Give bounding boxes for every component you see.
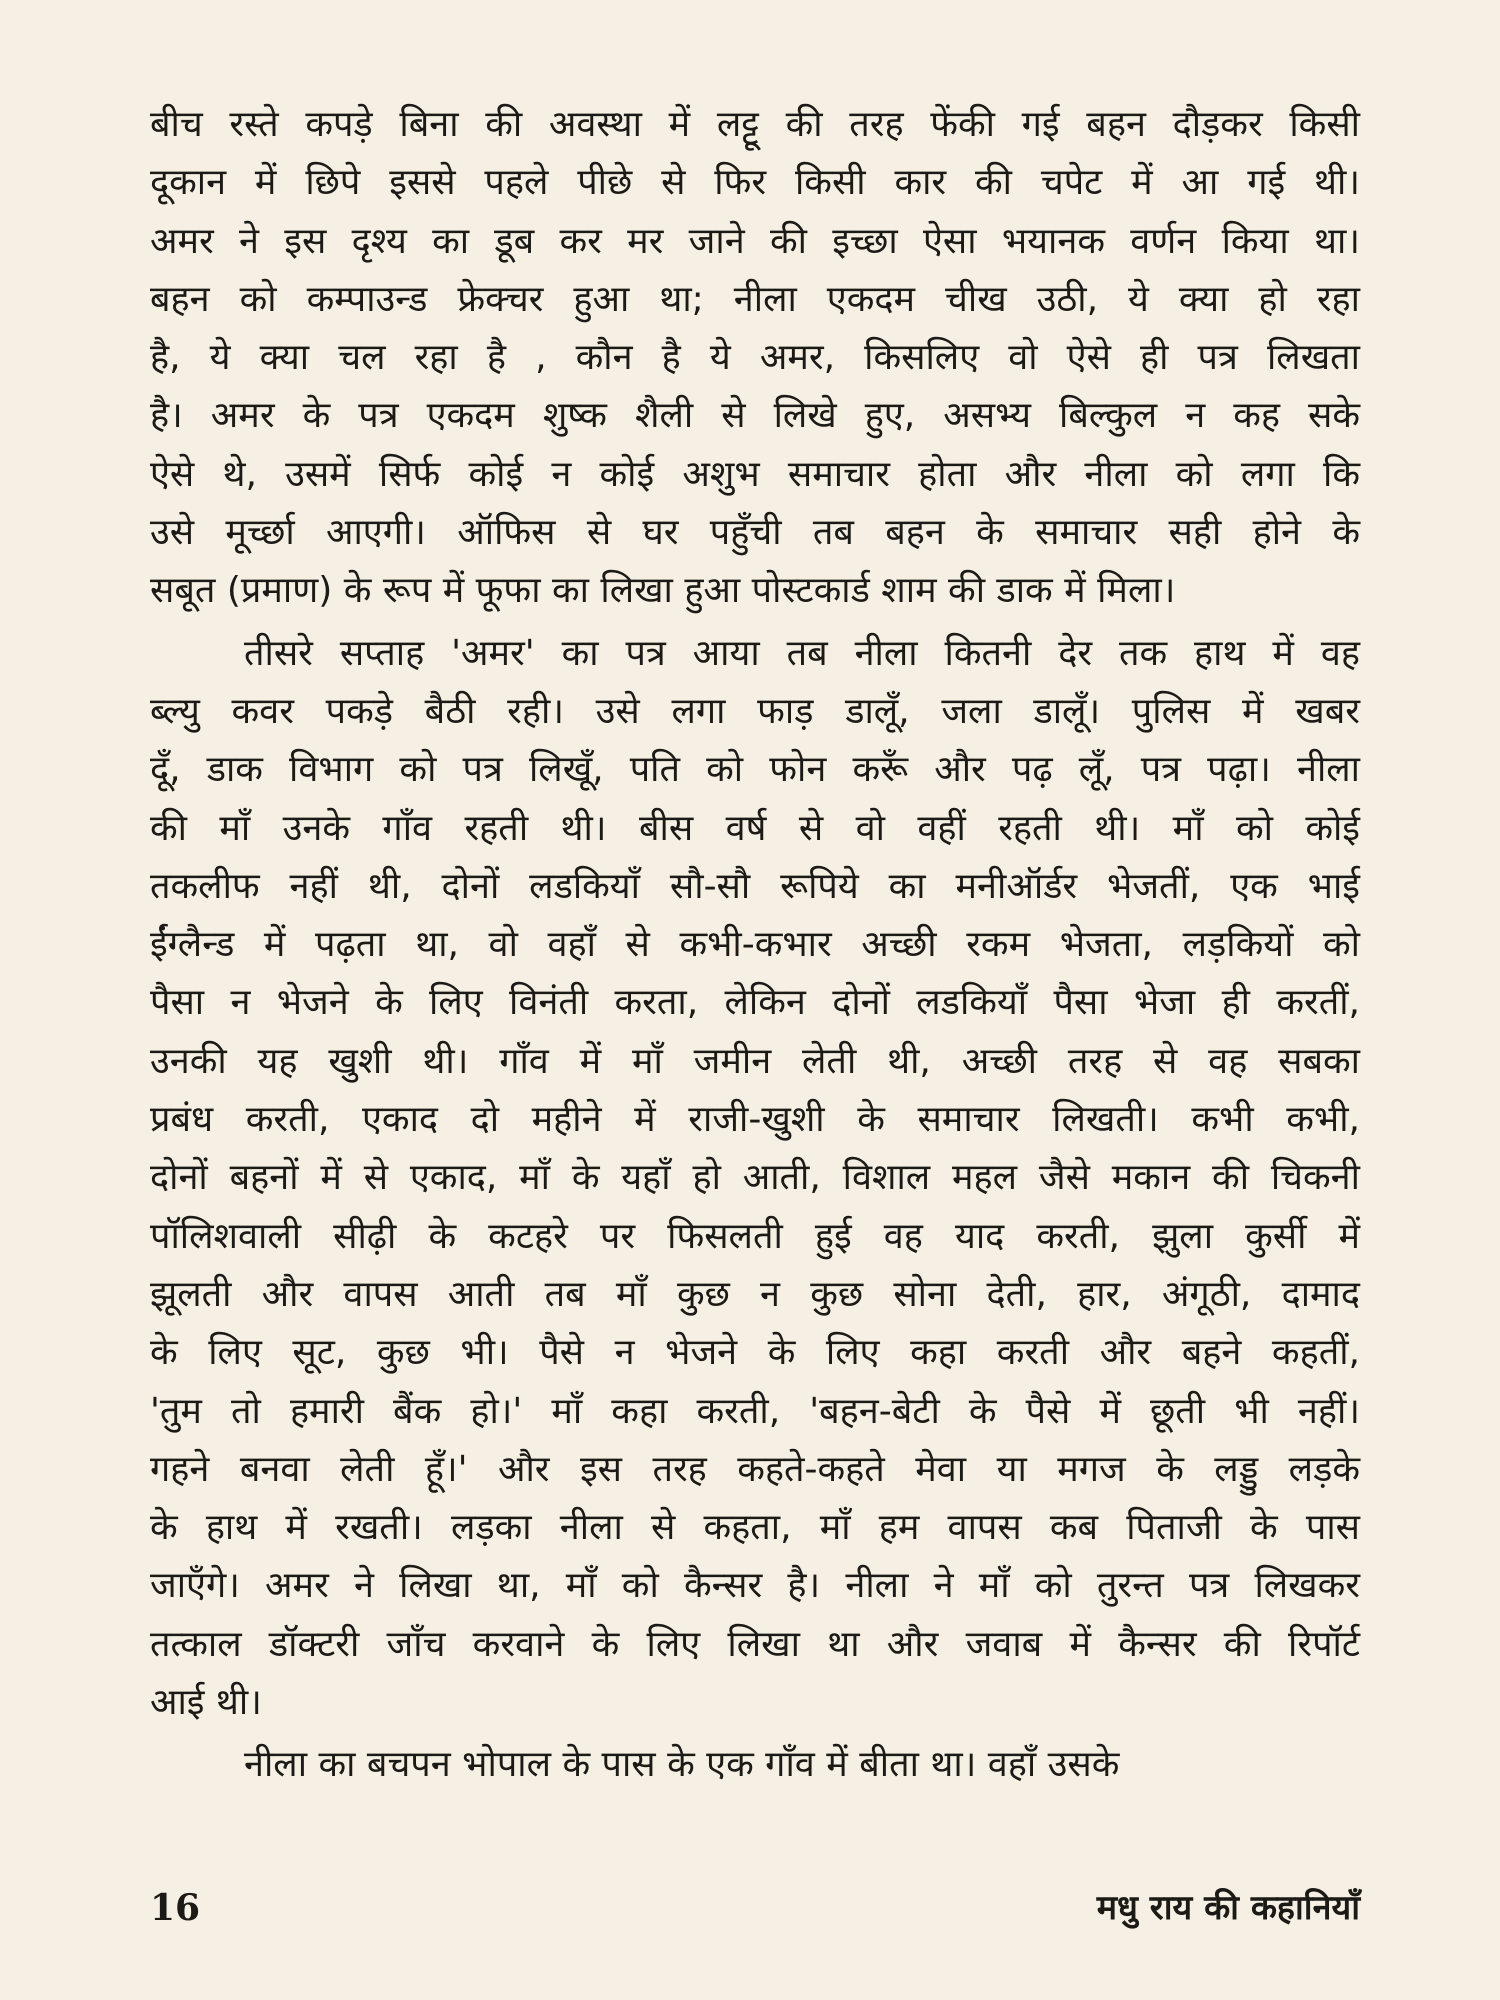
text-line: तकलीफ नहीं थी, दोनों लडकियाँ सौ-सौ रूपिये का मनीऑर्डर भेजतीं, एक भाई	[150, 865, 1360, 907]
text-line: दूकान में छिपे इससे पहले पीछे से फिर किसी कार की चपेट में आ गई थी।	[150, 162, 1360, 204]
text-line: झूलती और वापस आती तब माँ कुछ न कुछ सोना देती, हार, अंगूठी, दामाद	[150, 1273, 1360, 1315]
text-line: उनकी यह खुशी थी। गाँव में माँ जमीन लेती थी, अच्छी तरह से वह सबका	[150, 1040, 1360, 1082]
text-line: पॉलिशवाली सीढ़ी के कटहरे पर फिसलती हुई वह याद करती, झुला कुर्सी में	[150, 1215, 1360, 1257]
text-line: सबूत (प्रमाण) के रूप में फूफा का लिखा हुआ पोस्टकार्ड शाम की डाक में मिला।	[150, 570, 1176, 612]
text-line: दोनों बहनों में से एकाद, माँ के यहाँ हो आती, विशाल महल जैसे मकान की चिकनी	[150, 1157, 1360, 1199]
paragraph	[150, 1736, 1360, 1794]
text-line: उसे मूर्च्छा आएगी। ऑफिस से घर पहुँची तब बहन के समाचार सही होने के	[150, 512, 1360, 554]
text-line: बहन को कम्पाउन्ड फ्रेक्चर हुआ था; नीला एकदम चीख उठी, ये क्या हो रहा	[150, 278, 1360, 320]
paragraph	[150, 96, 1360, 621]
text-line: है, ये क्या चल रहा है , कौन है ये अमर, किसलिए वो ऐसे ही पत्र लिखता	[150, 337, 1360, 379]
text-line: ब्ल्यु कवर पकड़े बैठी रही। उसे लगा फाड़ डालूँ, जला डालूँ। पुलिस में खबर	[150, 690, 1360, 732]
text-line: है। अमर के पत्र एकदम शुष्क शैली से लिखे हुए, असभ्य बिल्कुल न कह सके	[150, 395, 1360, 437]
book-title: मधु राय की कहानियाँ	[1096, 1888, 1360, 1928]
text-line: नीला का बचपन भोपाल के पास के एक गाँव में बीता था। वहाँ उसके	[244, 1744, 1120, 1786]
text-line: आई थी।	[150, 1682, 262, 1724]
text-line: प्रबंध करती, एकाद दो महीने में राजी-खुशी के समाचार लिखती। कभी कभी,	[150, 1099, 1360, 1141]
page-number: 16	[150, 1887, 201, 1929]
text-line: जाएँगे। अमर ने लिखा था, माँ को कैन्सर है। नीला ने माँ को तुरन्त पत्र लिखकर	[150, 1565, 1360, 1607]
text-line: के हाथ में रखती। लड़का नीला से कहता, माँ हम वापस कब पिताजी के पास	[150, 1507, 1360, 1549]
text-line: पैसा न भेजने के लिए विनंती करता, लेकिन दोनों लडकियाँ पैसा भेजा ही करतीं,	[150, 982, 1360, 1024]
text-line: दूँ, डाक विभाग को पत्र लिखूँ, पति को फोन करूँ और पढ़ लूँ, पत्र पढ़ा। नीला	[150, 749, 1360, 791]
text-line: गहने बनवा लेती हूँ।' और इस तरह कहते-कहते मेवा या मगज के लड्डु लड़के	[150, 1448, 1360, 1490]
text-line: तीसरे सप्ताह 'अमर' का पत्र आया तब नीला कितनी देर तक हाथ में वह	[244, 632, 1360, 674]
text-line: ऐसे थे, उसमें सिर्फ कोई न कोई अशुभ समाचार होता और नीला को लगा कि	[150, 453, 1360, 495]
text-line: के लिए सूट, कुछ भी। पैसे न भेजने के लिए कहा करती और बहने कहतीं,	[150, 1332, 1360, 1374]
text-line: तत्काल डॉक्टरी जाँच करवाने के लिए लिखा था और जवाब में कैन्सर की रिपॉर्ट	[150, 1623, 1360, 1665]
text-line: ईंग्लैन्ड में पढ़ता था, वो वहाँ से कभी-कभार अच्छी रकम भेजता, लड़कियों को	[150, 924, 1360, 966]
body-text	[150, 96, 1360, 1799]
text-line: बीच रस्ते कपड़े बिना की अवस्था में लट्टू की तरह फेंकी गई बहन दौड़कर किसी	[150, 104, 1360, 145]
text-line: अमर ने इस दृश्य का डूब कर मर जाने की इच्छा ऐसा भयानक वर्णन किया था।	[150, 220, 1360, 262]
text-line: की माँ उनके गाँव रहती थी। बीस वर्ष से वो वहीं रहती थी। माँ को कोई	[150, 807, 1360, 849]
page-footer	[150, 1880, 1360, 1936]
paragraph	[150, 625, 1360, 1733]
text-line: 'तुम तो हमारी बैंक हो।' माँ कहा करती, 'बहन-बेटी के पैसे में छूती भी नहीं।	[150, 1390, 1360, 1432]
